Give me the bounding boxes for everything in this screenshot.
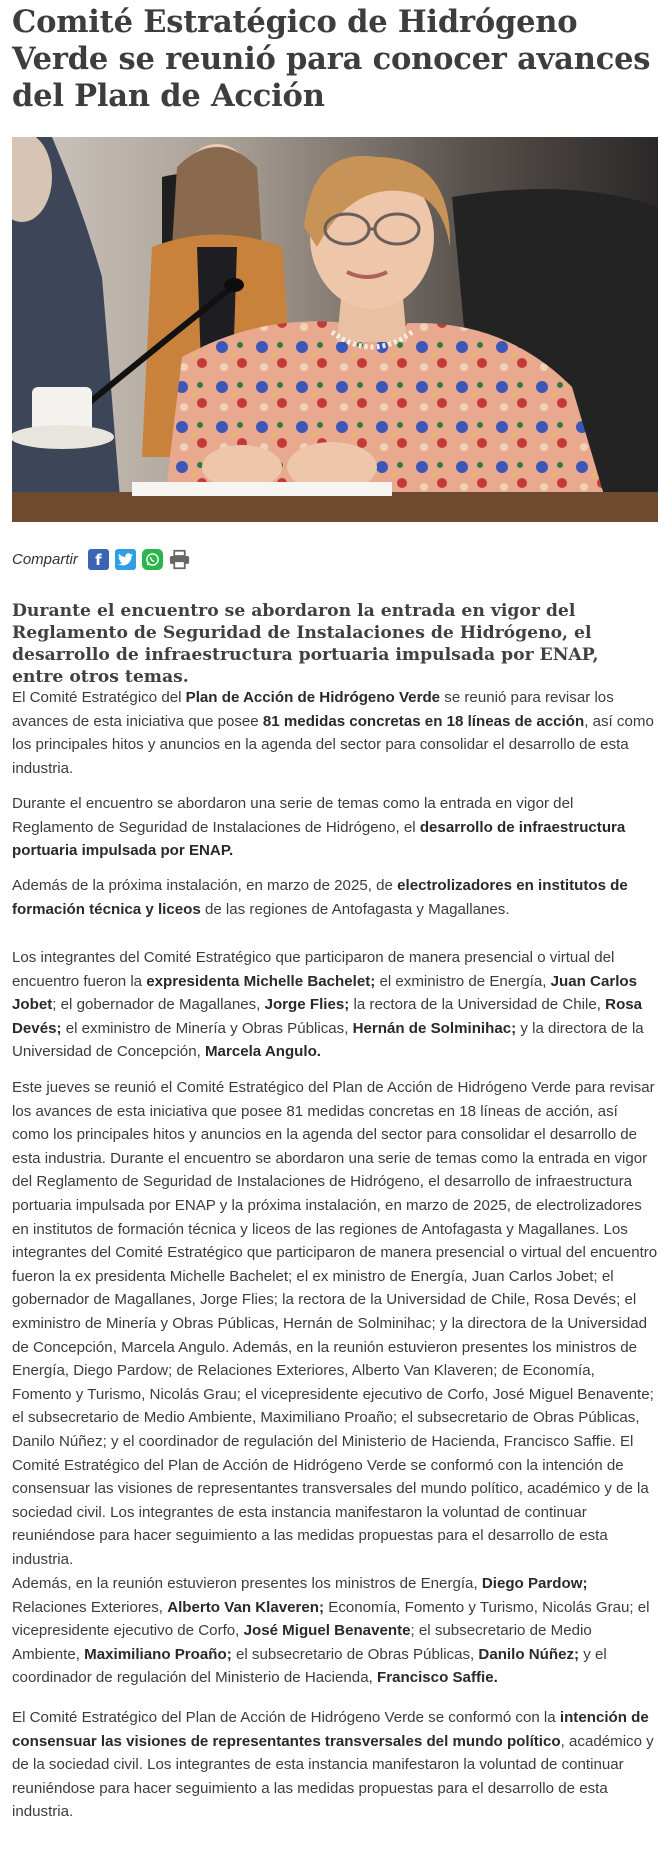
paragraph-2: Durante el encuentro se abordaron una serie de temas como la entrada en vigor del Reglamento de Seguridad de Instalaciones de Hidrógeno, el desarrollo de infraestructura portuaria impulsada por ENAP.	[12, 795, 626, 860]
print-icon[interactable]	[169, 549, 190, 570]
share-bar	[12, 549, 190, 570]
meeting-photo-illustration	[12, 137, 658, 522]
paragraph-3: Además de la próxima instalación, en marzo de 2025, de electrolizadores en institutos de formación técnica y liceos de las regiones de Antofagasta y Magallanes.	[12, 877, 628, 918]
paragraph-7: El Comité Estratégico del Plan de Acción de Hidrógeno Verde se conformó con la intención de consensuar las visiones de representantes transversales del mundo político, académico y de la sociedad civil. Los integrantes de esta instancia manifestaron la voluntad de continuar reuniéndose para hacer seguimiento a las medidas propuestas para el desarrollo de esta industria.	[12, 1709, 654, 1821]
paragraph-6: Además, en la reunión estuvieron presentes los ministros de Energía, Diego Pardow; Relaciones Exteriores, Alberto Van Klaveren; Economía, Fomento y Turismo, Nicolás Grau; el vicepresidente ejecutivo de Corfo, José Miguel Benavente; el subsecretario de Medio Ambiente, Maximiliano Proaño; el subsecretario de Obras Públicas, Danilo Núñez; y el coordinador de regulación del Ministerio de Hacienda, Francisco Saffie.	[12, 1575, 650, 1687]
paragraph-1: El Comité Estratégico del Plan de Acción de Hidrógeno Verde se reunió para revisar los avances de esta iniciativa que posee 81 medidas concretas en 18 líneas de acción, así como los principales hitos y anuncios en la agenda del sector para consolidar el desarrollo de esta industria.	[12, 689, 654, 777]
paragraph-5: Este jueves se reunió el Comité Estratégico del Plan de Acción de Hidrógeno Verde para revisar los avances de esta iniciativa que posee 81 medidas concretas en 18 líneas de acción, así como los principales hitos y anuncios en la agenda del sector para consolidar el desarrollo de esta industria. Durante el encuentro se abordaron una serie de temas como la entrada en vigor del Reglamento de Seguridad de Instalaciones de Hidrógeno, el desarrollo de infraestructura portuaria impulsada por ENAP y la próxima instalación, en marzo de 2025, de electrolizadores en institutos de formación técnica y liceos de las regiones de Antofagasta y Magallanes. Los integrantes del Comité Estratégico que participaron de manera presencial o virtual del encuentro fueron la ex presidenta Michelle Bachelet; el ex ministro de Energía, Juan Carlos Jobet; el gobernador de Magallanes, Jorge Flies; la rectora de la Universidad de Chile, Rosa Devés; el exministro de Minería y Obras Públicas, Hernán de Solminihac; y la directora de la Universidad de Concepción, Marcela Angulo. Además, en la reunión estuvieron presentes los ministros de Energía, Diego Pardow; de Relaciones Exteriores, Alberto Van Klaveren; de Economía, Fomento y Turismo, Nicolás Grau; el vicepresidente ejecutivo de Corfo, José Miguel Benavente; el subsecretario de Medio Ambiente, Maximiliano Proaño; el subsecretario de Obras Públicas, Danilo Núñez; y el coordinador de regulación del Ministerio de Hacienda, Francisco Saffie. El Comité Estratégico del Plan de Acción de Hidrógeno Verde se conformó con la intención de consensuar las visiones de representantes transversales del mundo político, académico y de la sociedad civil. Los integrantes de esta instancia manifestaron la voluntad de continuar reuniéndose para hacer seguimiento a las medidas propuestas para el desarrollo de esta industria.	[12, 1079, 658, 1568]
paragraph-4: Los integrantes del Comité Estratégico que participaron de manera presencial o virtual del encuentro fueron la expresidenta Michelle Bachelet; el exministro de Energía, Juan Carlos Jobet; el gobernador de Magallanes, Jorge Flies; la rectora de la Universidad de Chile, Rosa Devés; el exministro de Minería y Obras Públicas, Hernán de Solminihac; y la directora de la Universidad de Concepción, Marcela Angulo.	[12, 949, 644, 1061]
share-label: Compartir	[12, 551, 78, 568]
twitter-icon[interactable]	[115, 549, 136, 570]
article-photo	[12, 137, 658, 522]
article-lead: Durante el encuentro se abordaron la entrada en vigor del Reglamento de Seguridad de Instalaciones de Hidrógeno, el desarrollo de infraestructura portuaria impulsada por ENAP, entre otros temas.	[12, 601, 599, 687]
article-title: Comité Estratégico de Hidrógeno Verde se reunió para conocer avances del Plan de Acción	[12, 4, 651, 114]
whatsapp-icon[interactable]	[142, 549, 163, 570]
facebook-icon[interactable]: f	[88, 549, 109, 570]
